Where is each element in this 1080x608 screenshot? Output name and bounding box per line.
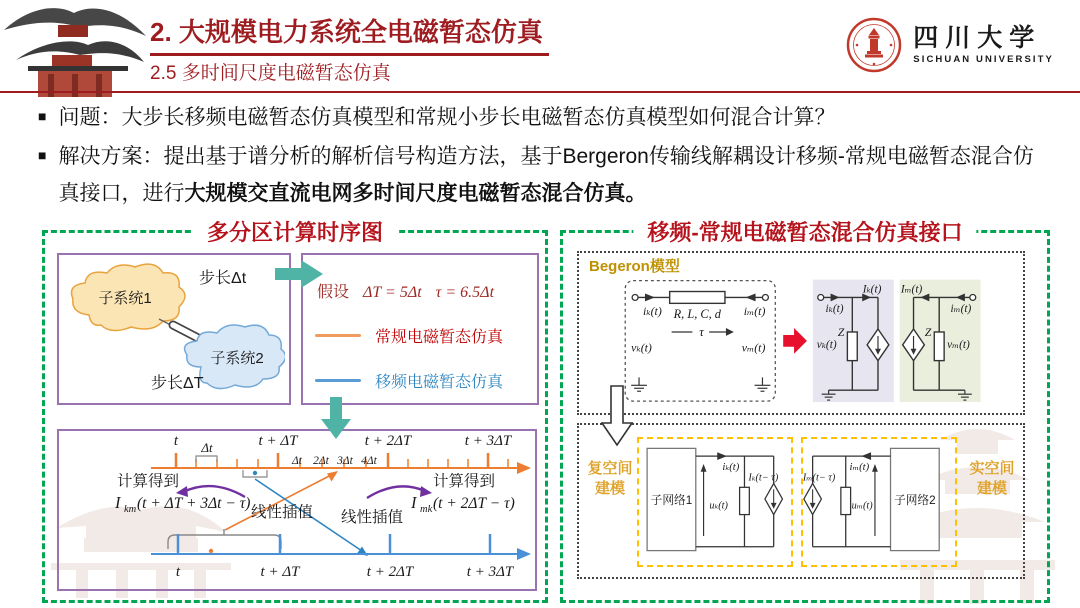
university-name [913,25,1054,66]
dt-label: Δt [201,440,213,455]
header-divider [0,91,1080,93]
ground-left [631,377,647,391]
v-k-label: vₖ(t) [816,338,837,351]
formula-right-base: I [411,493,417,512]
bergeron-label: Begeron模型 [589,258,680,275]
v-m-label: vₘ(t) [947,338,970,351]
left-panel-title: 多分区计算时序图 [193,216,397,247]
transmission-line-schematic [625,281,775,401]
legend-line-blue [315,379,361,382]
orange-arrowhead [327,471,338,482]
i-m-label: iₘ(t) [950,303,972,316]
bullet-problem-text: 问题：大步长移频电磁暂态仿真模型和常规小步长电磁暂态仿真模型如何混合计算？ [58,106,836,129]
bullet-solution [38,139,1050,213]
subtick-label: Δt [292,455,302,467]
bullet-solution-normal: 解决方案：提出基于谱分析的解析信号构造方法，基于Bergeron传输线解耦设计移频-常规电磁暂态混合仿真接口，进行 [58,144,1034,205]
conventional-timeline-labels [174,433,513,477]
subnetwork2-circuit [802,448,939,550]
computed-right-label: 计算得到 [433,473,496,490]
complex-space-label: 复空间建模 [587,460,633,498]
v-k-label: vₖ(t) [631,340,652,355]
subnetwork1-circuit [647,448,782,550]
subsystem-clouds-figure [59,255,285,399]
I-m-label: Iₘ(t) [900,283,923,296]
assumption-row [317,279,537,302]
legend-shifted-label: 移频电磁暂态仿真 [375,374,504,391]
tick-label: t + 3ΔT [464,433,512,449]
u-k-label: uₖ(t) [709,500,728,512]
z-label: Z [924,324,932,339]
formula-right-sub: mk [420,504,433,515]
tick-label: t [173,433,179,449]
tick-label: t + ΔT [258,433,298,449]
I-m-tau-label: Iₘ(t− τ) [802,472,836,484]
k-side-equivalent-circuit [813,280,894,402]
assumption-label: 假设 [317,284,350,301]
formula-right-rest: (t + 2ΔT − τ) [433,495,515,512]
interp-label-blue: 线性插值 [341,509,404,526]
panel-hybrid-interface [560,220,1050,603]
i-k-label: iₖ(t) [643,304,662,319]
cloud1-label: 子系统1 [98,290,152,307]
computed-annotations [114,472,515,526]
arrow-right-icon [275,259,323,289]
bullet-marker: ■ [38,108,47,124]
span-bracket [168,535,281,549]
I-k-tau-label: Iₖ(t− τ) [748,472,779,484]
subtick-label: 2Δt [313,455,329,467]
tick-label: t + ΔT [260,564,300,580]
bullet-solution-bold: 大规模交直流电网多时间尺度电磁暂态混合仿真。 [184,181,647,205]
i-m-label: iₘ(t) [743,304,766,319]
m-side-equivalent-circuit [900,280,981,402]
tick-label: t + 3ΔT [466,564,514,580]
tick-label: t + 2ΔT [366,564,414,580]
interp-point-blue [253,471,257,475]
legend-line-orange [315,334,361,337]
timing-diagram-box [57,429,537,591]
university-seal-icon [845,16,903,74]
hollow-down-arrow-icon [601,385,633,447]
assumption-legend-box [301,253,539,405]
arrow-down-icon [321,397,351,439]
i-k-label: iₖ(t) [722,460,740,473]
tick-label: t [175,564,181,580]
I-k-label: Iₖ(t) [862,283,882,296]
computed-left-label: 计算得到 [117,473,180,490]
subtick-label: 3Δt [337,455,353,467]
tick-label: t + 2ΔT [364,433,412,449]
purple-arrowhead-right [420,486,432,497]
formula-left-base: I [115,493,121,512]
assumption-formula-2: τ = 6.5Δt [435,284,495,301]
tau-label: τ [699,324,704,339]
assumption-formula-1: ΔT = 5Δt [363,284,422,301]
u-m-label: uₘ(t) [851,500,873,512]
i-m-label: iₘ(t) [849,460,870,473]
dt-bracket [196,456,217,462]
legend-conventional-label: 常规电磁暂态仿真 [375,329,504,346]
ground-right [755,377,771,391]
v-m-label: vₘ(t) [741,340,766,355]
interp-label-orange: 线性插值 [251,504,314,521]
bullet-marker: ■ [38,146,47,163]
subnet2-label: 子网络2 [894,493,936,507]
line-params-label: R, L, C, d [673,307,721,322]
i-k-label: iₖ(t) [825,303,844,316]
bullet-problem [38,100,1050,137]
right-panel-title: 移频-常规电磁暂态混合仿真接口 [633,216,976,247]
university-name-cn: 四川大学 [913,24,1042,52]
page-subtitle: 2.5 多时间尺度电磁暂态仿真 [150,63,391,84]
university-name-en: SICHUAN UNIVERSITY [913,54,1054,66]
step-small-label: 步长Δt [199,270,247,287]
bergeron-figure [579,253,1019,409]
real-space-label: 实空间建模 [969,460,1015,498]
red-arrow-icon [783,328,807,354]
formula-left-sub: km [124,504,137,515]
legend-conventional [315,324,537,347]
bullet-solution-text [58,139,1043,213]
orange-point-on-blue-axis [209,549,213,553]
cloud2-label: 子系统2 [210,350,264,367]
legend-shifted [315,369,537,392]
bergeron-model-box [577,251,1025,415]
pagoda-photo [0,0,148,97]
page-title: 2. 大规模电力系统全电磁暂态仿真 [150,12,549,56]
university-logo [845,16,1054,74]
z-label: Z [837,324,845,339]
subtick-label: 4Δt [361,455,377,467]
subnet1-label: 子网络1 [650,493,693,507]
formula-left-rest: (t + ΔT + 3Δt − τ) [137,495,251,512]
timing-diagram [59,431,531,585]
subsystem-clouds-box [57,253,291,405]
interface-modeling-box [577,423,1025,579]
step-large-label: 步长ΔT [151,375,204,392]
bullet-list [38,100,1050,214]
panel-timing-diagram [42,220,548,603]
interface-circuits [579,425,1019,573]
